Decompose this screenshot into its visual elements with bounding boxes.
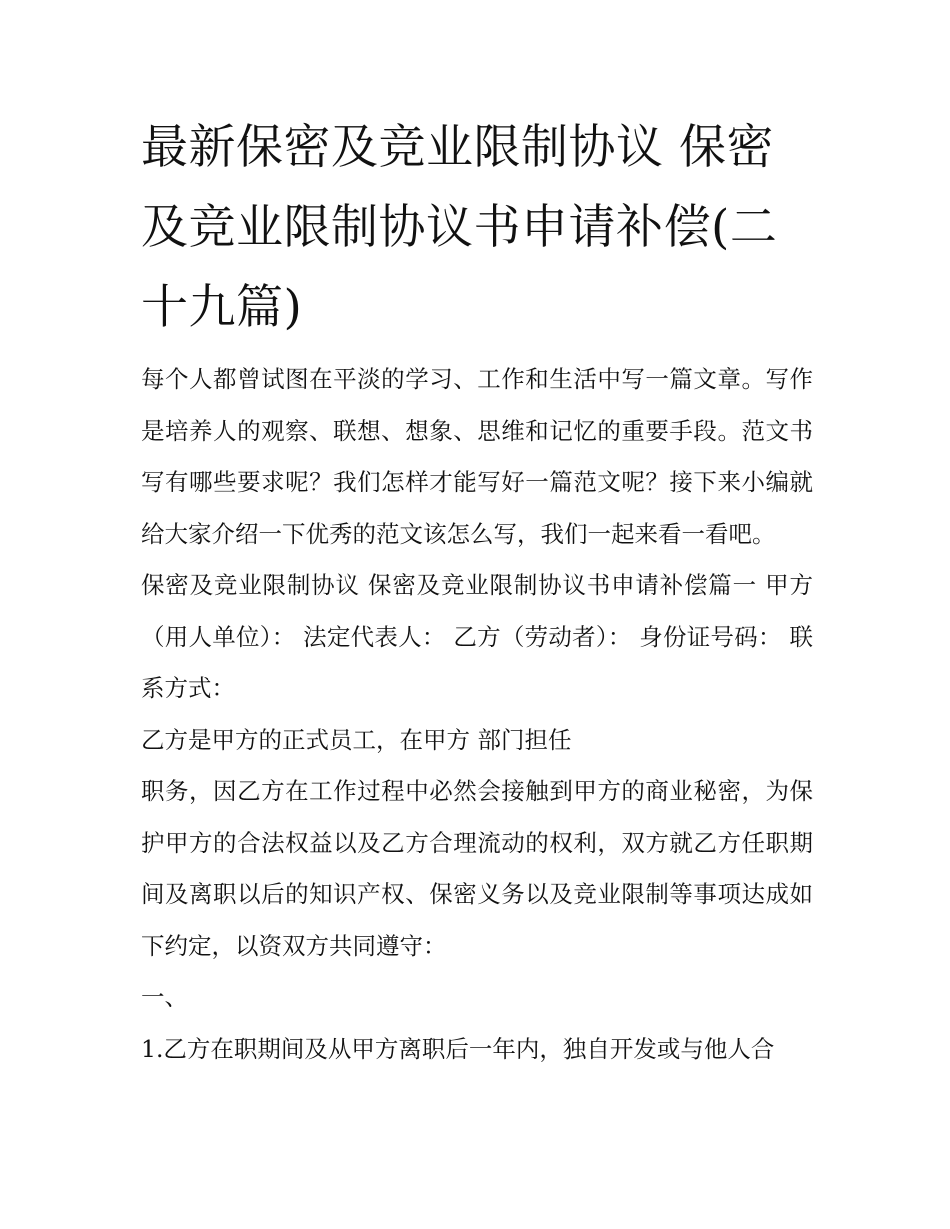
purpose-paragraph: 职务，因乙方在工作过程中必然会接触到甲方的商业秘密，为保护甲方的合法权益以及乙方合理流动的权利，双方就乙方任职期间及离职以后的知识产权、保密义务以及竞业限制等事项达成如下约定，以资双方共同遵守：	[141, 777, 813, 960]
intro-paragraph: 每个人都曾试图在平淡的学习、工作和生活中写一篇文章。写作是培养人的观察、联想、想象、思维和记忆的重要手段。范文书写有哪些要求呢？我们怎样才能写好一篇范文呢？接下来小编就给大家介绍一下优秀的范文该怎么写，我们一起来看一看吧。	[141, 365, 813, 548]
document-page	[141, 108, 813, 1075]
agreement-parties-paragraph: 保密及竞业限制协议 保密及竞业限制协议书申请补偿篇一 甲方（用人单位）： 法定代表人： 乙方（劳动者）： 身份证号码： 联系方式：	[141, 571, 813, 702]
document-title: 最新保密及竞业限制协议 保密及竞业限制协议书申请补偿(二十九篇)	[141, 120, 778, 335]
section-heading-one: 一、	[141, 983, 188, 1011]
clause-1-paragraph: 1.乙方在职期间及从甲方离职后一年内，独自开发或与他人合	[141, 1034, 775, 1063]
employee-position-paragraph: 乙方是甲方的正式员工，在甲方 部门担任	[141, 725, 572, 754]
